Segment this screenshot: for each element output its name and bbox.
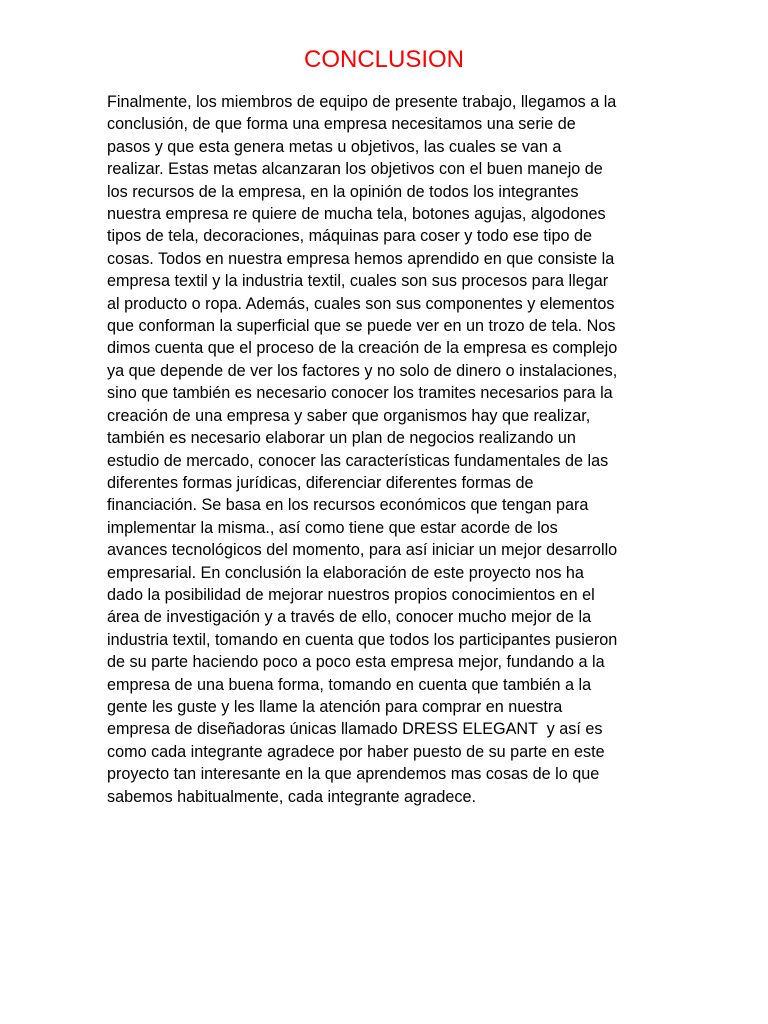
page-title: CONCLUSION: [303, 46, 465, 73]
paragraph-line: área de investigación y a través de ello, conocer mucho mejor de la: [107, 608, 592, 627]
paragraph-line: ya que depende de ver los factores y no solo de dinero o instalaciones,: [107, 361, 618, 380]
paragraph-line: sabemos habitualmente, cada integrante agradece.: [107, 787, 476, 806]
paragraph-line: como cada integrante agradece por haber puesto de su parte en este: [107, 742, 605, 761]
paragraph-line: también es necesario elaborar un plan de negocios realizando un: [107, 429, 576, 448]
paragraph-line: gente les guste y les llame la atención para comprar en nuestra: [107, 697, 563, 716]
paragraph-line: Finalmente, los miembros de equipo de presente trabajo, llegamos a la: [107, 93, 617, 111]
paragraph-line: financiación. Se basa en los recursos económicos que tengan para: [107, 496, 589, 515]
paragraph-line: empresarial. En conclusión la elaboración de este proyecto nos ha: [107, 563, 584, 582]
paragraph-line: que conforman la superficial que se puede ver en un trozo de tela. Nos: [107, 317, 616, 336]
body-paragraph: [107, 91, 667, 808]
paragraph-line: dado la posibilidad de mejorar nuestros propios conocimientos en el: [107, 585, 595, 604]
paragraph-line: cosas. Todos en nuestra empresa hemos aprendido en que consiste la: [107, 249, 615, 268]
paragraph-line: empresa textil y la industria textil, cuales son sus procesos para llegar: [107, 272, 609, 291]
paragraph-line: los recursos de la empresa, en la opinión de todos los integrantes: [107, 182, 579, 201]
paragraph-line: tipos de tela, decoraciones, máquinas para coser y todo ese tipo de: [107, 227, 593, 246]
paragraph-line: creación de una empresa y saber que organismos hay que realizar,: [107, 406, 591, 425]
paragraph-line: pasos y que esta genera metas u objetivos, las cuales se van a: [107, 137, 562, 156]
paragraph-line: nuestra empresa re quiere de mucha tela, botones agujas, algodones: [107, 205, 606, 224]
paragraph-line: dimos cuenta que el proceso de la creación de la empresa es complejo: [107, 339, 618, 358]
paragraph-line: industria textil, tomando en cuenta que todos los participantes pusieron: [107, 630, 618, 649]
paragraph-line: de su parte haciendo poco a poco esta empresa mejor, fundando a la: [107, 653, 605, 672]
paragraph-line: avances tecnológicos del momento, para así iniciar un mejor desarrollo: [107, 541, 618, 560]
paragraph-line: al producto o ropa. Además, cuales son sus componentes y elementos: [107, 294, 615, 313]
paragraph-line: implementar la misma., así como tiene que estar acorde de los: [107, 518, 558, 537]
paragraph-line: realizar. Estas metas alcanzaran los objetivos con el buen manejo de: [107, 160, 603, 179]
paragraph-line: diferentes formas jurídicas, diferenciar diferentes formas de: [107, 473, 534, 492]
paragraph-line: sino que también es necesario conocer los tramites necesarios para la: [107, 384, 613, 403]
paragraph-line: proyecto tan interesante en la que aprendemos mas cosas de lo que: [107, 765, 600, 784]
paragraph-line: estudio de mercado, conocer las características fundamentales de las: [107, 451, 609, 470]
paragraph-line: empresa de diseñadoras únicas llamado DRESS ELEGANT y así es: [107, 720, 603, 739]
paragraph-line: empresa de una buena forma, tomando en cuenta que también a la: [107, 675, 592, 694]
paragraph-line: conclusión, de que forma una empresa necesitamos una serie de: [107, 115, 576, 134]
